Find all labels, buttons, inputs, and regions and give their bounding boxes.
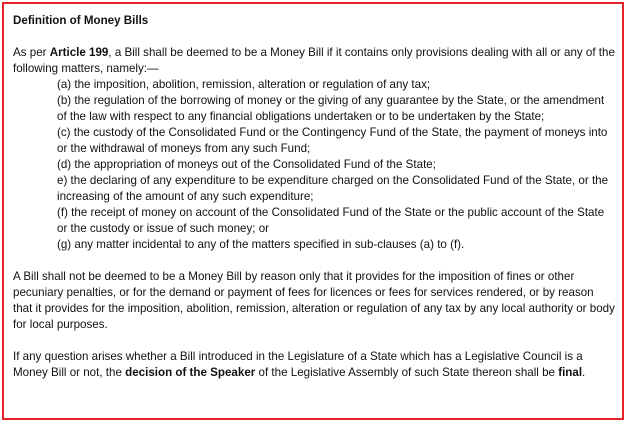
speaker-paragraph bbox=[13, 349, 616, 381]
document-frame bbox=[2, 2, 624, 420]
intro-paragraph bbox=[13, 45, 616, 77]
clause-b: (b) the regulation of the borrowing of money or the giving of any guarantee by the State, or the amendment of the law with respect to any financial obligations undertaken or to be undertaken by the State; bbox=[57, 94, 605, 123]
paragraph-spacer bbox=[13, 333, 616, 349]
paragraph-spacer bbox=[13, 253, 616, 269]
intro-text-before: As per bbox=[13, 46, 50, 59]
intro-text-after: , a Bill shall be deemed to be a Money Bill if it contains only provisions dealing with all or any of the following matters, namely:— bbox=[13, 46, 615, 75]
document-title: Definition of Money Bills bbox=[13, 14, 149, 27]
clause-f: (f) the receipt of money on account of the Consolidated Fund of the State or the public account of the State or the custody or issue of such money; or bbox=[57, 206, 605, 235]
speaker-text-middle: of the Legislative Assembly of such State thereon shall be bbox=[255, 366, 559, 379]
final-text: final bbox=[558, 366, 583, 379]
speaker-text-before: If any question arises whether a Bill introduced in the Legislature of a State which has a Legislative Council is a Money Bill or not, the bbox=[13, 350, 583, 379]
exclusion-paragraph: A Bill shall not be deemed to be a Money Bill by reason only that it provides for the imposition of fines or other pecuniary penalties, or for the demand or payment of fees for licences or fees for services rendered, or by reason that it provides for the imposition, abolition, remission, alteration or regulation of any tax by any local authority or body for local purposes. bbox=[13, 270, 615, 331]
clause-e: e) the declaring of any expenditure to be expenditure charged on the Consolidated Fund of the State, or the increasing of the amount of any such expenditure; bbox=[57, 174, 609, 203]
speaker-text-end: . bbox=[582, 366, 586, 379]
article-reference: Article 199 bbox=[49, 46, 109, 59]
clause-a: (a) the imposition, abolition, remission, alteration or regulation of any tax; bbox=[57, 78, 431, 91]
speaker-decision-text: decision of the Speaker bbox=[125, 366, 256, 379]
clause-g: (g) any matter incidental to any of the matters specified in sub-clauses (a) to (f). bbox=[57, 238, 465, 251]
clause-c: (c) the custody of the Consolidated Fund or the Contingency Fund of the State, the payment of moneys into or the withdrawal of moneys from any such Fund; bbox=[57, 126, 608, 155]
document-content bbox=[13, 13, 616, 381]
clause-d: (d) the appropriation of moneys out of the Consolidated Fund of the State; bbox=[57, 158, 436, 171]
clause-list bbox=[13, 77, 616, 253]
